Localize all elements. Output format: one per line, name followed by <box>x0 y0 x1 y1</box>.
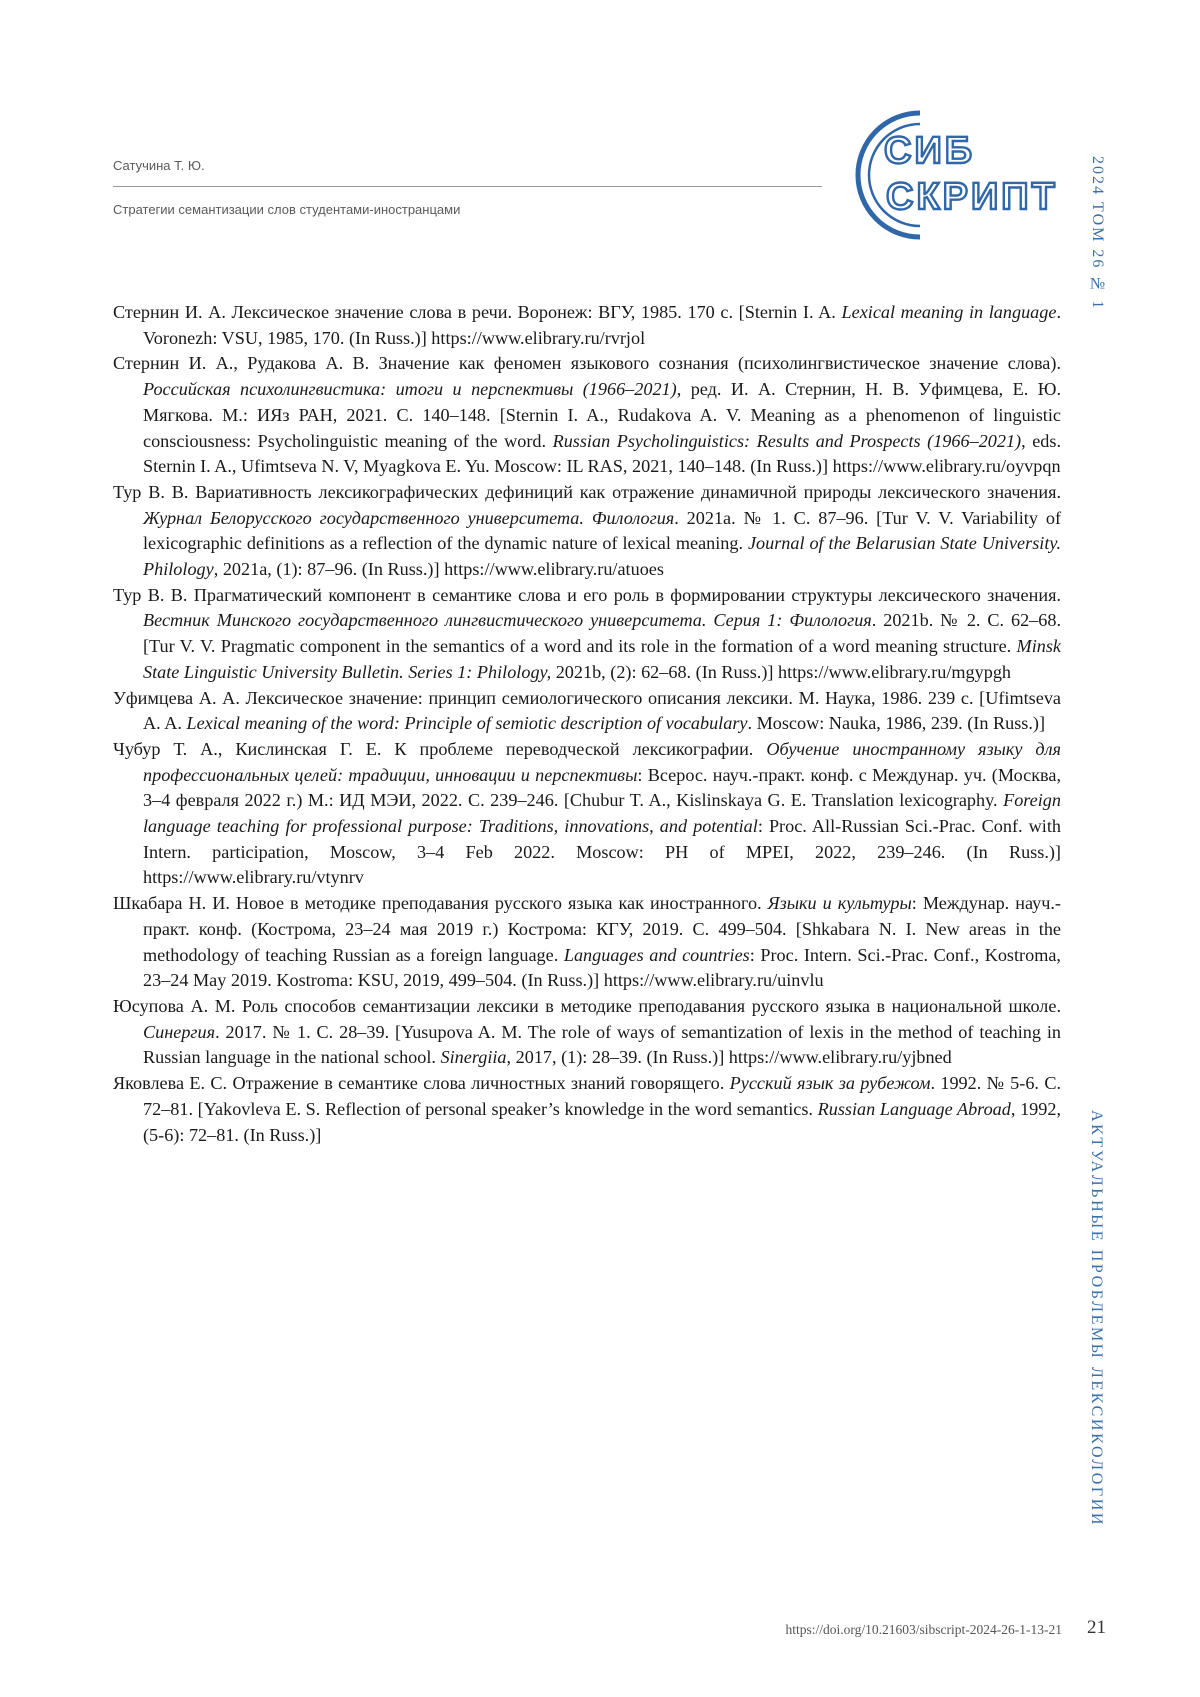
reference-text: . 2021a. № 1. С. 87–96. [Tur V. V. Variability of lexicographic definitions as a reflection of the dynamic nature of lexical meaning. <box>143 507 1061 554</box>
reference-text: : Междунар. науч.-практ. конф. (Кострома, 23–24 мая 2019 г.) Кострома: КГУ, 2019. С. 499–504. [Shkabara N. I. New areas in the methodology of teaching Russian as a foreign language. <box>143 893 1061 965</box>
running-author: Сатучина Т. Ю. <box>113 158 205 173</box>
logo-line-2: СКРИПТ <box>886 176 1058 218</box>
reference-item <box>113 351 1061 480</box>
reference-text: Стернин И. А., Рудакова А. В. Значение как феномен языкового сознания (психолингвистическое значение слова). <box>113 353 1061 374</box>
reference-text: Тур В. В. Прагматический компонент в семантике слова и его роль в формировании структуры лексического значения. <box>113 584 1061 605</box>
reference-text: Уфимцева А. А. Лексическое значение: принцип семиологического описания лексики. М. Наука, 1986. 239 с. [Ufimtseva A. A. <box>113 687 1061 734</box>
reference-title-italic: Русский язык за рубежом <box>729 1073 931 1094</box>
reference-title-italic: Lexical meaning in language <box>841 302 1057 322</box>
doi-link[interactable]: https://doi.org/10.21603/sibscript-2024-26-1-13-21 <box>785 1622 1062 1637</box>
reference-title-italic: Синергия <box>143 1021 216 1042</box>
reference-text: . 2021b. № 2. С. 62–68. [Tur V. V. Pragmatic component in the semantics of a word and its role in the formation of a word meaning structure. <box>143 610 1061 657</box>
reference-item <box>113 891 1061 994</box>
section-label: АКТУАЛЬНЫЕ ПРОБЛЕМЫ ЛЕКСИКОЛОГИИ <box>1088 1110 1105 1528</box>
reference-text: , ред. И. А. Стернин, Н. В. Уфимцева, Е. Ю. Мягкова. М.: ИЯз РАН, 2021. С. 140–148. [Sternin I. A., Rudakova A. V. Meaning as a phenomenon of linguistic consciousness: Psycholinguistic meaning of the word. <box>143 379 1062 451</box>
reference-item <box>113 1071 1061 1148</box>
reference-title-italic: Обучение иностранному языку для профессиональных целей: традиции, инновации и перспективы <box>143 738 1061 785</box>
reference-text: . Voronezh: VSU, 1985, 170. (In Russ.)] https://www.elibrary.ru/rvrjol <box>143 302 1061 348</box>
reference-text: , 2021a, (1): 87–96. (In Russ.)] https://www.elibrary.ru/atuoes <box>213 559 664 580</box>
reference-title-italic: Journal of the Belarusian State University. Philology <box>143 533 1061 580</box>
reference-item <box>113 686 1061 737</box>
reference-title-italic: Российская психолингвистика: итоги и перспективы (1966–2021) <box>143 379 677 400</box>
reference-title-italic: Журнал Белорусского государственного университета. Филология <box>143 507 675 528</box>
issue-label: 2024 ТОМ 26 № 1 <box>1089 156 1106 311</box>
journal-logo <box>828 105 1068 245</box>
reference-title-italic: Sinergiia <box>440 1047 507 1068</box>
reference-text: . Moscow: Nauka, 1986, 239. (In Russ.)] <box>747 713 1046 734</box>
reference-title-italic: Lexical meaning of the word: Principle of semiotic description of vocabulary <box>186 713 748 734</box>
reference-title-italic: Вестник Минского государственного лингвистического университета. Серия 1: Филология <box>143 610 872 631</box>
reference-text: : Proc. Intern. Sci.-Prac. Conf., Kostroma, 23–24 May 2019. Kostroma: KSU, 2019, 499–504. (In Russ.)] https://www.elibrary.ru/uinvlu <box>143 944 1061 991</box>
page-number: 21 <box>1087 1617 1106 1638</box>
reference-title-italic: Языки и культуры <box>767 893 912 914</box>
logo-line-1: СИБ <box>884 130 976 172</box>
reference-item <box>113 583 1061 686</box>
reference-text: Стернин И. А. Лексическое значение слова в речи. Воронеж: ВГУ, 1985. 170 с. [Sternin I. A. <box>113 302 842 322</box>
reference-item <box>113 300 1061 351</box>
reference-title-italic: Languages and countries <box>563 944 750 965</box>
reference-text: . 2017. № 1. С. 28–39. [Yusupova A. M. The role of ways of semantization of lexis in the method of teaching in Russian language in the national school. <box>143 1021 1061 1068</box>
reference-item <box>113 480 1061 583</box>
reference-text: , 2017, (1): 28–39. (In Russ.)] https://www.elibrary.ru/yjbned <box>506 1047 952 1068</box>
reference-title-italic: Foreign language teaching for professional purpose: Traditions, innovations, and potential <box>143 790 1061 837</box>
reference-text: , 1992, (5-6): 72–81. (In Russ.)] <box>143 1098 1061 1145</box>
reference-item <box>113 737 1061 891</box>
reference-text: Шкабара Н. И. Новое в методике преподавания русского языка как иностранного. <box>113 893 768 914</box>
reference-item <box>113 994 1061 1071</box>
reference-text: : Proc. All-Russian Sci.-Prac. Conf. with Intern. participation, Moscow, 3–4 Feb 2022. Moscow: PH of MPEI, 2022, 239–246. (In Russ.)] https://www.elibrary.ru/vtynrv <box>143 816 1062 888</box>
reference-text: . 1992. № 5-6. С. 72–81. [Yakovleva E. S. Reflection of personal speaker’s knowledge in the word semantics. <box>143 1073 1061 1119</box>
header-divider <box>113 186 822 187</box>
reference-text: , eds. Sternin I. A., Ufimtseva N. V, Myagkova E. Yu. Moscow: IL RAS, 2021, 140–148. (In Russ.)] https://www.elibrary.ru/oyvpqn <box>143 430 1061 477</box>
reference-text: Чубур Т. А., Кислинская Г. Е. К проблеме переводческой лексикографии. <box>113 738 767 759</box>
reference-text: Юсупова А. М. Роль способов семантизации лексики в методике преподавания русского языка в национальной школе. <box>113 995 1061 1016</box>
reference-text: 2021b, (2): 62–68. (In Russ.)] https://www.elibrary.ru/mgypgh <box>551 661 1012 682</box>
running-title: Стратегии семантизации слов студентами-иностранцами <box>113 202 461 217</box>
reference-title-italic: Minsk State Linguistic University Bulletin. Series 1: Philology, <box>143 636 1061 682</box>
reference-title-italic: Russian Language Abroad <box>817 1098 1011 1119</box>
reference-text: Яковлева Е. С. Отражение в семантике слова личностных знаний говорящего. <box>113 1073 730 1094</box>
reference-text: : Всерос. науч.-практ. конф. с Междунар. уч. (Москва, 3–4 февраля 2022 г.) М.: ИД МЭИ, 2022. С. 239–246. [Chubur T. A., Kislinskaya G. E. Translation lexicography. <box>143 764 1061 811</box>
reference-text: Тур В. В. Вариативность лексикографических дефиниций как отражение динамичной природы лексического значения. <box>113 481 1061 502</box>
reference-list <box>113 300 1061 1148</box>
reference-title-italic: Russian Psycholinguistics: Results and Prospects (1966–2021) <box>552 430 1022 451</box>
